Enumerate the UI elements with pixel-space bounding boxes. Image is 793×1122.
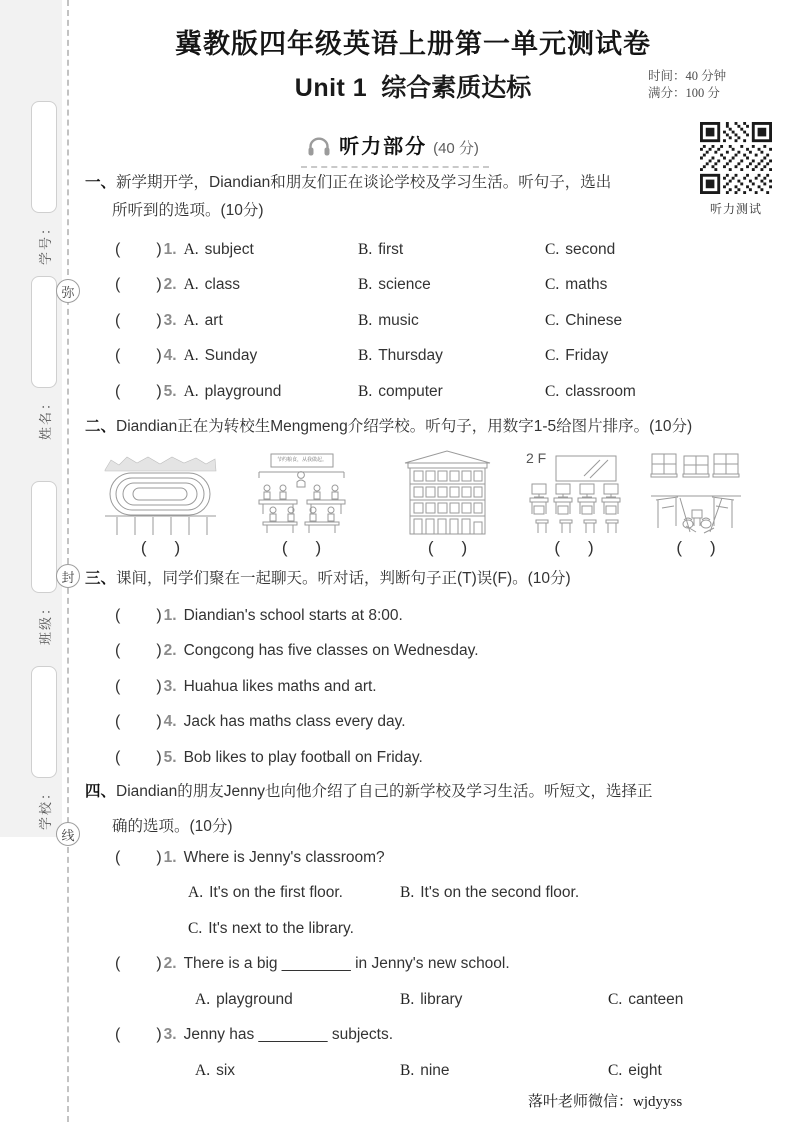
choice-row: ( ) 1. A. subject B. first C. second: [115, 240, 616, 258]
option-row: A. It's on the first floor. B. It's on the second floor.: [188, 884, 580, 902]
choice-row: ( ) 5. A. playground B. computer C. classroom: [115, 382, 636, 400]
seal-char-1: 弥: [56, 279, 80, 303]
listening-header: [85, 130, 785, 168]
answer-slot: ( ): [115, 955, 162, 973]
tf-row: ( ) 2. Congcong has five classes on Wednesday.: [115, 642, 479, 660]
student-id-label: 学号：: [37, 219, 53, 265]
name-label: 姓名：: [37, 394, 53, 440]
answer-slot: ( ): [115, 848, 162, 866]
tf-row: ( ) 1. Diandian's school starts at 8:00.: [115, 606, 403, 624]
answer-slot: ( ): [115, 713, 162, 731]
seal-dashed-line: [67, 0, 69, 1122]
canteen-banner-text: 节约粮食，从我做起。: [276, 457, 327, 463]
answer-slot: ( ): [115, 677, 162, 695]
section-4-intro: 四、Diandian的朋友Jenny也向他介绍了自己的新学校及学习生活。听短文，选择正: [85, 783, 653, 800]
picture-answer-row: [85, 538, 785, 564]
answer-slot: ( ): [281, 538, 322, 557]
listening-score: (40 分): [433, 140, 479, 157]
school-box: [31, 666, 57, 778]
answer-slot: ( ): [427, 538, 468, 557]
section-3-marker: 三、: [85, 570, 117, 587]
class-field: [27, 475, 61, 645]
section-4-marker: 四、: [85, 783, 117, 800]
choice-row: ( ) 3. A. art B. music C. Chinese: [115, 311, 623, 329]
section-1-marker: 一、: [85, 174, 117, 191]
page-title: 冀教版四年级英语上册第一单元测试卷: [175, 29, 651, 59]
answer-slot: ( ): [115, 382, 162, 400]
exam-full-score: 满分：100 分: [648, 86, 720, 100]
option-row: A. playground B. library C. canteen: [195, 990, 684, 1008]
option-row: C. It's next to the library.: [188, 919, 354, 937]
question-row: ( ) 1. Where is Jenny's classroom?: [115, 848, 385, 866]
unit-number: Unit 1: [294, 74, 368, 102]
answer-slot: ( ): [115, 276, 162, 294]
seal-char-2: 封: [56, 564, 80, 588]
choice-row: ( ) 4. A. Sunday B. Thursday C. Friday: [115, 347, 609, 365]
answer-slot: ( ): [115, 642, 162, 660]
student-id-box: [31, 101, 57, 213]
class-label: 班级：: [37, 599, 53, 645]
section-2-intro: 二、Diandian正在为转校生Mengmeng介绍学校。听句子，用数字1-5给图片排序。(10分): [85, 418, 693, 435]
footer-contact: 落叶老师微信：wjdyyss: [528, 1094, 683, 1110]
name-box: [31, 276, 57, 388]
qr-code: [700, 122, 772, 194]
headphones-icon: [307, 136, 331, 157]
section-3: [85, 566, 785, 776]
exam-time: 时间：40 分钟: [648, 69, 727, 83]
answer-slot: ( ): [140, 538, 181, 557]
answer-slot: ( ): [115, 347, 162, 365]
picture-school-building: [403, 448, 492, 536]
seal-char-3: 线: [56, 822, 80, 846]
section-1: [85, 170, 785, 410]
school-field: [27, 660, 61, 830]
section-1-intro: 一、新学期开学，Diandian和朋友们正在谈论学校及学习生活。听句子，选出: [85, 174, 612, 191]
school-label: 学校：: [37, 784, 53, 830]
picture-canteen: [253, 448, 350, 536]
question-row: ( ) 3. Jenny has ________ subjects.: [115, 1026, 393, 1044]
section-2-marker: 二、: [85, 418, 117, 435]
question-row: ( ) 2. There is a big ________ in Jenny's new school.: [115, 955, 510, 973]
picture-playground: [103, 448, 218, 536]
picture-classroom: [650, 448, 742, 536]
answer-slot: ( ): [554, 538, 594, 557]
answer-slot: ( ): [115, 748, 162, 766]
section-3-intro: 三、课间，同学们聚在一起聊天。听对话，判断句子正(T)误(F)。(10分): [85, 570, 571, 587]
section-4: [85, 779, 785, 1089]
unit-name: 综合素质达标: [381, 74, 532, 102]
choice-row: ( ) 2. A. class B. science C. maths: [115, 276, 608, 294]
section-1-intro-2: 所听到的选项。(10分): [112, 202, 264, 219]
listening-title: 听力部分: [339, 136, 428, 158]
student-id-field: [27, 95, 61, 265]
option-row: A. six B. nine C. eight: [195, 1061, 662, 1079]
answer-slot: ( ): [115, 1026, 162, 1044]
tf-row: ( ) 4. Jack has maths class every day.: [115, 713, 406, 731]
exam-info: [648, 68, 726, 102]
paper-content: [85, 0, 785, 1122]
listening-qr-block: [699, 122, 773, 217]
answer-slot: ( ): [115, 311, 162, 329]
answer-slot: ( ): [676, 538, 716, 557]
tf-row: ( ) 5. Bob likes to play football on Friday.: [115, 748, 423, 766]
section-4-intro-2: 确的选项。(10分): [112, 818, 233, 835]
floor-label: 2 F: [526, 450, 547, 466]
qr-caption: 听力测试: [709, 202, 762, 216]
section-2: [85, 414, 785, 564]
tf-row: ( ) 3. Huahua likes maths and art.: [115, 677, 377, 695]
answer-slot: ( ): [115, 606, 162, 624]
class-box: [31, 481, 57, 593]
answer-slot: ( ): [115, 240, 162, 258]
picture-computer-room: [526, 448, 622, 536]
picture-row: [85, 448, 785, 536]
